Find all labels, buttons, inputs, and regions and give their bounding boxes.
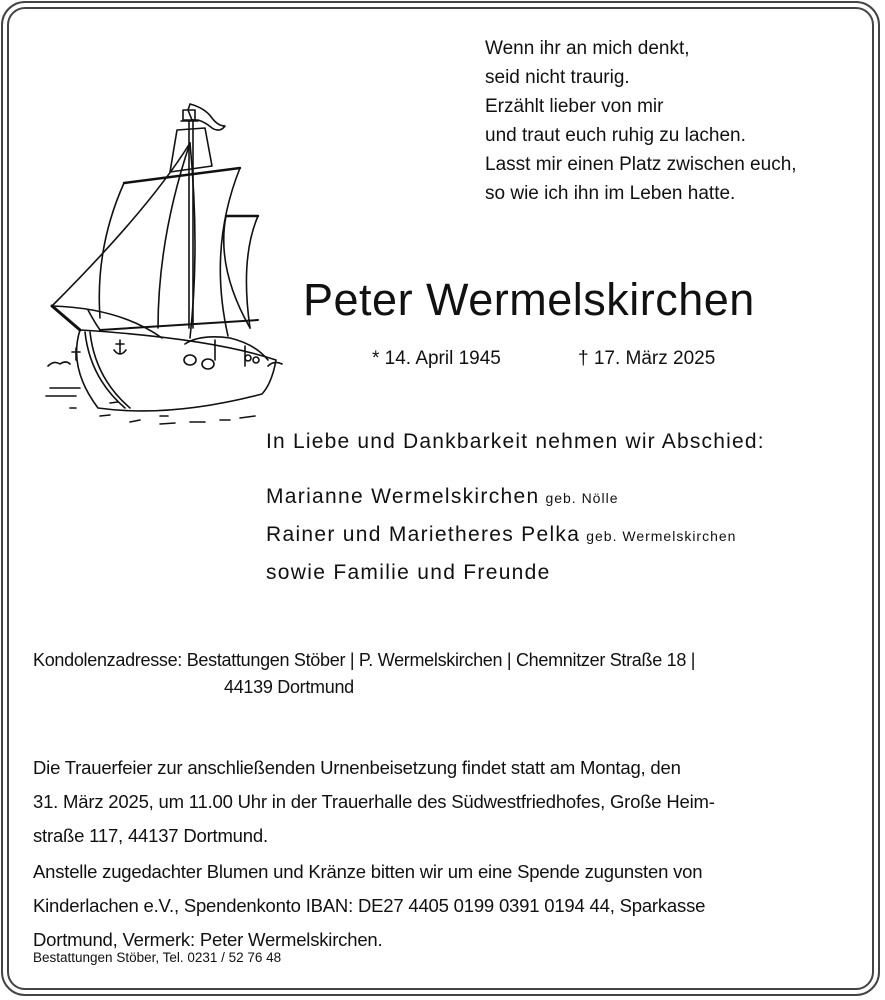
mourner-entry [266,561,551,585]
birth-date: * 14. April 1945 [372,348,501,369]
condolence-address-line1: Bestattungen Stöber | P. Wermelskirchen | Chemnitzer Straße 18 | [186,650,696,670]
mourner-maiden-name: geb. Nölle [545,490,619,506]
poem-line: so wie ich ihn im Leben hatte. [485,183,736,204]
mourner-maiden-name: geb. Wermelskirchen [586,528,737,544]
condolence-label: Kondolenzadresse: [33,650,183,670]
deceased-name: Peter Wermelskirchen [303,274,755,325]
funeral-notice-line: straße 117, 44137 Dortmund. [33,825,268,846]
mourner-entry [266,523,736,547]
funeral-notice-line: 31. März 2025, um 11.00 Uhr in der Trauerhalle des Südwestfriedhofes, Große Heim- [33,791,715,812]
funeral-notice [33,751,851,853]
funeral-notice-line: Die Trauerfeier zur anschließenden Urnenbeisetzung findet statt am Montag, den [33,757,681,778]
mourner-entry [266,485,618,509]
poem-line: und traut euch ruhig zu lachen. [485,125,746,146]
funeral-home-contact: Bestattungen Stöber, Tel. 0231 / 52 76 48 [33,950,282,965]
donation-notice-line: Dortmund, Vermerk: Peter Wermelskirchen. [33,929,383,950]
poem-line: Lasst mir einen Platz zwischen euch, [485,154,797,175]
condolence-address-line2: 44139 Dortmund [224,677,354,697]
mourner-name: Rainer und Marietheres Pelka [266,523,581,546]
mourner-name: Marianne Wermelskirchen [266,485,540,508]
poem-line: Erzählt lieber von mir [485,96,664,117]
poem-line: seid nicht traurig. [485,67,630,88]
mourner-name: sowie Familie und Freunde [266,561,551,584]
poem [485,34,797,208]
donation-notice-line: Kinderlachen e.V., Spendenkonto IBAN: DE27 4405 0199 0391 0194 44, Sparkasse [33,895,706,916]
sailing-ship-icon [40,98,290,428]
death-date: † 17. März 2025 [578,348,716,369]
condolence-address [33,647,696,697]
farewell-heading: In Liebe und Dankbarkeit nehmen wir Abschied: [266,430,765,453]
poem-line: Wenn ihr an mich denkt, [485,38,690,59]
donation-notice [33,855,851,957]
donation-notice-line: Anstelle zugedachter Blumen und Kränze bitten wir um eine Spende zugunsten von [33,861,703,882]
